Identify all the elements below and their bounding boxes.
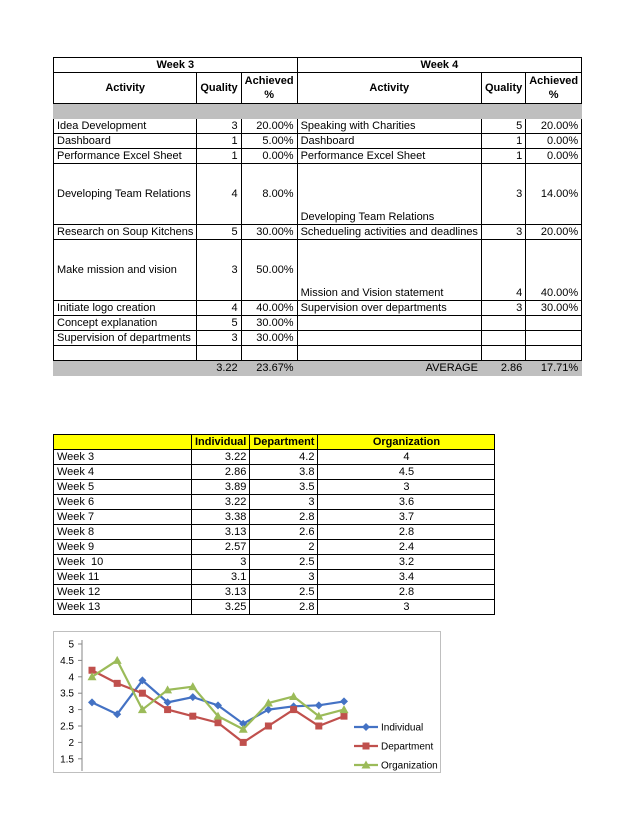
- activity-cell: Developing Team Relations: [297, 164, 481, 225]
- week-label: Week 12: [54, 585, 192, 600]
- weekly-score-table: [53, 434, 495, 615]
- table-row: [54, 570, 495, 585]
- individual-score: 3: [192, 555, 250, 570]
- quality-cell: 3: [197, 240, 241, 301]
- gray-separator-row: [54, 104, 582, 119]
- organization-header: Organization: [318, 435, 495, 450]
- week-label: Week 11: [54, 570, 192, 585]
- achieved-cell: 5.00%: [241, 134, 297, 149]
- y-tick-label: 4: [68, 672, 74, 684]
- individual-score: 3.13: [192, 585, 250, 600]
- empty-cell: [297, 346, 481, 361]
- table-row: [54, 240, 582, 301]
- week4-achieved-average: 17.71%: [526, 361, 582, 376]
- week-label: Week 7: [54, 510, 192, 525]
- table-row: [54, 450, 495, 465]
- activity-header: Activity: [297, 73, 481, 104]
- quality-cell: 4: [197, 301, 241, 316]
- separator-cell: [197, 104, 241, 119]
- table-row: [54, 331, 582, 346]
- table-row: [54, 600, 495, 615]
- activity-cell: Supervision over departments: [297, 301, 481, 316]
- activity-cell: Dashboard: [54, 134, 197, 149]
- quality-cell: 3: [481, 225, 525, 240]
- department-score: 3: [250, 570, 318, 585]
- quality-cell: 5: [197, 316, 241, 331]
- weekly-activity-table: [53, 57, 582, 376]
- quality-cell: 1: [197, 149, 241, 164]
- y-tick-label: 1.5: [60, 754, 74, 766]
- achieved-cell: 0.00%: [526, 149, 582, 164]
- data-point-department: [315, 723, 322, 730]
- data-point-department: [164, 706, 171, 713]
- data-point-department: [215, 719, 222, 726]
- week3-quality-average: 3.22: [197, 361, 241, 376]
- activity-cell: Idea Development: [54, 119, 197, 134]
- week3-title: Week 3: [54, 58, 298, 73]
- organization-score: 3.2: [318, 555, 495, 570]
- table-row: [54, 585, 495, 600]
- week-label: Week 13: [54, 600, 192, 615]
- table-row: [54, 225, 582, 240]
- separator-cell: [241, 104, 297, 119]
- organization-score: 3: [318, 600, 495, 615]
- organization-score: 4: [318, 450, 495, 465]
- quality-cell: 1: [481, 134, 525, 149]
- achieved-cell: 30.00%: [241, 316, 297, 331]
- department-score: 4.2: [250, 450, 318, 465]
- week-label: Week 3: [54, 450, 192, 465]
- week-label: Week 6: [54, 495, 192, 510]
- achieved-cell: 14.00%: [526, 164, 582, 225]
- separator-cell: [526, 104, 582, 119]
- department-score: 3: [250, 495, 318, 510]
- empty-cell: [54, 346, 197, 361]
- activity-cell: [297, 316, 481, 331]
- department-score: 2.5: [250, 555, 318, 570]
- table-row: [54, 316, 582, 331]
- achieved-cell: 40.00%: [241, 301, 297, 316]
- activity-cell: Performance Excel Sheet: [54, 149, 197, 164]
- organization-score: 3.6: [318, 495, 495, 510]
- quality-cell: 1: [197, 134, 241, 149]
- y-tick-label: 3.5: [60, 688, 74, 700]
- data-point-organization: [340, 705, 349, 713]
- data-point-department: [189, 713, 196, 720]
- department-score: 2.8: [250, 600, 318, 615]
- quality-cell: 4: [197, 164, 241, 225]
- table-row: [54, 119, 582, 134]
- quality-cell: [481, 331, 525, 346]
- data-point-individual: [189, 693, 197, 701]
- achieved-cell: [526, 331, 582, 346]
- organization-score: 2.8: [318, 525, 495, 540]
- achieved-header: Achieved %: [526, 73, 582, 104]
- achieved-cell: 30.00%: [241, 331, 297, 346]
- quality-cell: 3: [197, 119, 241, 134]
- chart-canvas: [54, 632, 440, 772]
- empty-cell: [481, 346, 525, 361]
- y-tick-label: 2: [68, 737, 74, 749]
- data-point-department: [341, 713, 348, 720]
- y-tick-label: 5: [68, 639, 74, 651]
- quality-cell: 3: [481, 164, 525, 225]
- activity-cell: Performance Excel Sheet: [297, 149, 481, 164]
- individual-score: 3.25: [192, 600, 250, 615]
- achieved-cell: 40.00%: [526, 240, 582, 301]
- data-point-organization: [289, 692, 298, 700]
- activity-cell: [297, 331, 481, 346]
- score-header-blank: [54, 435, 192, 450]
- achieved-cell: 50.00%: [241, 240, 297, 301]
- week-label: Week 10: [54, 555, 192, 570]
- legend-label-organization: Organization: [381, 760, 438, 772]
- achieved-cell: 8.00%: [241, 164, 297, 225]
- week-label: Week 4: [54, 465, 192, 480]
- achieved-cell: [526, 316, 582, 331]
- data-point-individual: [315, 701, 323, 709]
- achieved-header: Achieved %: [241, 73, 297, 104]
- achieved-cell: 0.00%: [526, 134, 582, 149]
- quality-header: Quality: [481, 73, 525, 104]
- department-score: 2.6: [250, 525, 318, 540]
- activity-cell: Initiate logo creation: [54, 301, 197, 316]
- activity-cell: Mission and Vision statement: [297, 240, 481, 301]
- data-point-department: [240, 739, 247, 746]
- organization-score: 3.7: [318, 510, 495, 525]
- organization-score: 2.8: [318, 585, 495, 600]
- y-tick-label: 4.5: [60, 655, 74, 667]
- empty-cell: [241, 346, 297, 361]
- activity-cell: Dashboard: [297, 134, 481, 149]
- empty-cell: [197, 346, 241, 361]
- week-title-row: [54, 58, 582, 73]
- table-row: [54, 301, 582, 316]
- achieved-cell: 0.00%: [241, 149, 297, 164]
- individual-score: 2.57: [192, 540, 250, 555]
- achieved-cell: 20.00%: [241, 119, 297, 134]
- data-point-department: [290, 706, 297, 713]
- individual-score: 3.22: [192, 495, 250, 510]
- individual-score: 3.1: [192, 570, 250, 585]
- legend-marker-individual: [362, 723, 370, 731]
- achieved-cell: 20.00%: [526, 225, 582, 240]
- table-row: [54, 164, 582, 225]
- week4-title: Week 4: [297, 58, 582, 73]
- activity-cell: Supervision of departments: [54, 331, 197, 346]
- empty-row: [54, 346, 582, 361]
- separator-cell: [481, 104, 525, 119]
- table-row: [54, 480, 495, 495]
- separator-cell: [54, 104, 197, 119]
- table-row: [54, 495, 495, 510]
- week-label: Week 5: [54, 480, 192, 495]
- table-row: [54, 555, 495, 570]
- activity-cell: Developing Team Relations: [54, 164, 197, 225]
- data-point-individual: [88, 698, 96, 706]
- scores-line-chart: [53, 631, 441, 773]
- activity-cell: Research on Soup Kitchens: [54, 225, 197, 240]
- legend-label-individual: Individual: [381, 722, 424, 734]
- week4-quality-average: 2.86: [481, 361, 525, 376]
- week-label: Week 8: [54, 525, 192, 540]
- department-score: 2: [250, 540, 318, 555]
- individual-score: 2.86: [192, 465, 250, 480]
- department-header: Department: [250, 435, 318, 450]
- column-header-row: [54, 73, 582, 104]
- organization-score: 4.5: [318, 465, 495, 480]
- table-row: [54, 465, 495, 480]
- organization-score: 2.4: [318, 540, 495, 555]
- totals-blank-cell: [54, 361, 197, 376]
- table-row: [54, 540, 495, 555]
- quality-cell: 5: [481, 119, 525, 134]
- organization-score: 3.4: [318, 570, 495, 585]
- legend-marker-department: [363, 743, 370, 750]
- table-row: [54, 149, 582, 164]
- table-row: [54, 510, 495, 525]
- empty-cell: [526, 346, 582, 361]
- individual-score: 3.13: [192, 525, 250, 540]
- activity-cell: Make mission and vision: [54, 240, 197, 301]
- individual-header: Individual: [192, 435, 250, 450]
- average-label: AVERAGE: [297, 361, 481, 376]
- quality-cell: 4: [481, 240, 525, 301]
- achieved-cell: 30.00%: [241, 225, 297, 240]
- achieved-cell: 20.00%: [526, 119, 582, 134]
- data-point-organization: [113, 656, 122, 664]
- week3-achieved-average: 23.67%: [241, 361, 297, 376]
- quality-cell: 5: [197, 225, 241, 240]
- quality-cell: 1: [481, 149, 525, 164]
- data-point-department: [265, 723, 272, 730]
- quality-cell: [481, 316, 525, 331]
- achieved-cell: 30.00%: [526, 301, 582, 316]
- activity-cell: Schedueling activities and deadlines: [297, 225, 481, 240]
- department-score: 3.8: [250, 465, 318, 480]
- quality-header: Quality: [197, 73, 241, 104]
- individual-score: 3.22: [192, 450, 250, 465]
- totals-row: [54, 361, 582, 376]
- y-tick-label: 3: [68, 705, 74, 717]
- data-point-individual: [340, 697, 348, 705]
- individual-score: 3.89: [192, 480, 250, 495]
- week-label: Week 9: [54, 540, 192, 555]
- data-point-department: [114, 680, 121, 687]
- activity-cell: Speaking with Charities: [297, 119, 481, 134]
- table-row: [54, 525, 495, 540]
- score-header-row: [54, 435, 495, 450]
- department-score: 3.5: [250, 480, 318, 495]
- activity-cell: Concept explanation: [54, 316, 197, 331]
- organization-score: 3: [318, 480, 495, 495]
- activity-header: Activity: [54, 73, 197, 104]
- quality-cell: 3: [481, 301, 525, 316]
- separator-cell: [297, 104, 481, 119]
- individual-score: 3.38: [192, 510, 250, 525]
- department-score: 2.8: [250, 510, 318, 525]
- quality-cell: 3: [197, 331, 241, 346]
- department-score: 2.5: [250, 585, 318, 600]
- legend-label-department: Department: [381, 741, 434, 753]
- table-row: [54, 134, 582, 149]
- data-point-department: [139, 690, 146, 697]
- y-tick-label: 2.5: [60, 721, 74, 733]
